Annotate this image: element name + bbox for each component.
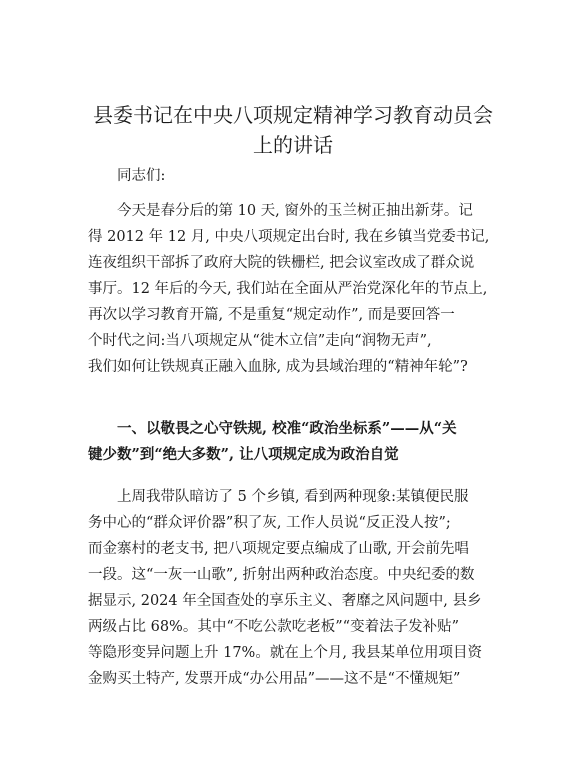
paragraph-line: 一段。这“一灰一山歌”, 折射出两种政治态度。中央纪委的数 (88, 567, 475, 583)
paragraph-1 (88, 198, 508, 380)
paragraph-line: 金购买土特产, 发票开成“办公用品”——这不是“不懂规矩” (88, 671, 461, 687)
paragraph-line: 而金寨村的老支书, 把八项规定要点编成了山歌, 开会前先唱 (88, 541, 469, 557)
paragraph-line: 等隐形变异问题上升 17%。就在上个月, 我县某单位用项目资 (88, 645, 483, 661)
paragraph-line: 得 2012 年 12 月, 中央八项规定出台时, 我在乡镇当党委书记, (88, 229, 490, 245)
paragraph-line: 再次以学习教育开篇, 不是重复“规定动作”, 而是要回答一 (88, 307, 455, 323)
paragraph-line: 两级占比 68%。其中“不吃公款吃老板”“变着法子发补贴” (88, 619, 459, 635)
paragraph-line: 我们如何让铁规真正融入血脉, 成为县域治理的“精神年轮”? (88, 359, 468, 375)
document-title (80, 100, 506, 160)
paragraph-line: 事厅。12 年后的今天, 我们站在全面从严治党深化年的节点上, (88, 281, 488, 297)
paragraph-line: 上周我带队暗访了 5 个乡镇, 看到两种现象:某镇便民服 (117, 489, 469, 505)
paragraph-line: 个时代之问:当八项规定从“徙木立信”走向“润物无声”, (88, 333, 432, 349)
greeting-text: 同志们: (117, 168, 166, 184)
paragraph-line: 今天是春分后的第 10 天, 窗外的玉兰树正抽出新芽。记 (117, 203, 473, 219)
paragraph-line: 务中心的“群众评价器”积了灰, 工作人员说“反正没人按”; (88, 515, 451, 531)
greeting (88, 163, 508, 189)
heading-line: 键少数”到“绝大多数”, 让八项规定成为政治自觉 (88, 446, 399, 463)
paragraph-line: 连夜组织干部拆了政府大院的铁栅栏, 把会议室改成了群众说 (88, 255, 475, 271)
paragraph-2 (88, 484, 508, 692)
section-heading-1 (88, 416, 508, 468)
title-line: 县委书记在中央八项规定精神学习教育动员会 (93, 103, 493, 127)
paragraph-line: 据显示, 2024 年全国查处的享乐主义、奢靡之风问题中, 县乡 (88, 593, 482, 609)
heading-line: 一、以敬畏之心守铁规, 校准“政治坐标系”——从“关 (117, 420, 457, 437)
title-line: 上的讲话 (253, 133, 333, 157)
